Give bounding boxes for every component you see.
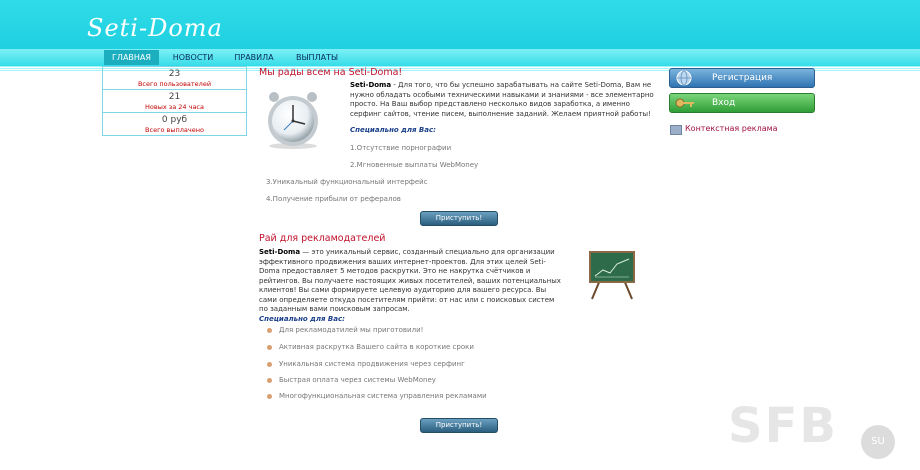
watermark-text: SFB [728, 398, 838, 454]
advertiser-item: Активная раскрутка Вашего сайта в короткие сроки [279, 343, 474, 351]
welcome-title: Мы рады всем на Seti-Doma! [259, 67, 403, 78]
stat-value: 0 руб [161, 115, 188, 125]
login-button[interactable] [669, 93, 815, 113]
welcome-text [350, 81, 658, 119]
stat-value: 21 [168, 92, 181, 102]
stat-total-users [102, 66, 247, 90]
feature-item: 2.Мгновенные выплаты WebMoney [350, 161, 479, 169]
nav-news[interactable]: НОВОСТИ [172, 53, 214, 62]
stat-value: 23 [168, 69, 181, 79]
start-button-welcome[interactable]: Приступить! [420, 211, 498, 226]
advertisers-description: — это уникальный сервис, созданный специально для организации эффективного продвижения ваших интернет-проектов. Для этих целей Seti-Doma предоставляет 5 методов раскрутки. Это не накрутка счётчиков и рейтингов. Вы получаете настоящих живых посетителей, ваших потенциальных клиентов! Вы сами формируете целевую аудиторию для вашего ресурса. Вы сами определяете откуда посетителям прийти: от нас или с поисковых систем по заданным вами поисковым запросам. [259, 248, 561, 313]
stat-label: Всего выплачено [145, 126, 204, 134]
feature-item: 3.Уникальный функциональный интерфейс [266, 178, 428, 186]
globe-icon [673, 70, 695, 86]
register-button[interactable] [669, 68, 815, 88]
feature-item: 1.Отсутствие порнографии [350, 144, 452, 152]
advertiser-item: Уникальная система продвижения через серфинг [279, 360, 465, 368]
login-label: Вход [712, 98, 736, 108]
clock-icon [262, 88, 324, 150]
ads-icon [670, 125, 682, 135]
stats-panel [102, 66, 247, 136]
start-button-advertisers[interactable]: Приступить! [420, 418, 498, 433]
nav-payouts[interactable]: ВЫПЛАТЫ [296, 53, 338, 62]
stat-new-users [102, 90, 247, 113]
stat-label: Новых за 24 часа [145, 103, 204, 111]
header [0, 0, 920, 50]
advertisers-title: Рай для рекламодателей [259, 233, 386, 244]
special-heading: Специально для Вас: [350, 126, 436, 134]
context-ads-link[interactable]: Контекстная реклама [685, 124, 778, 133]
nav-home[interactable]: ГЛАВНАЯ [104, 50, 159, 65]
advertiser-item: Многофункциональная система управления рекламами [279, 392, 487, 400]
welcome-description: - Для того, что бы успешно зарабатывать на сайте Seti-Doma, Вам не нужно обладать особыми техническими навыками и знаниями - все элементарно просто. На Ваш выбор представлено несколько видов заработка, а именно серфинг сайтов, чтение писем, выполнение заданий. Желаем приятной работы! [350, 81, 654, 118]
brand-name: Seti-Doma [350, 81, 392, 89]
watermark-badge: SU [861, 425, 895, 459]
stat-label: Всего пользователей [137, 80, 212, 88]
advertiser-item: Для рекламодатилей мы приготовили! [279, 326, 424, 334]
brand-name: Seti-Doma [259, 248, 301, 256]
key-icon [673, 95, 697, 111]
nav-rules[interactable]: ПРАВИЛА [234, 53, 274, 62]
site-logo[interactable]: Seti-Doma [87, 14, 223, 42]
chalkboard-icon [586, 250, 638, 300]
advertisers-text [259, 248, 564, 315]
feature-item: 4.Получение прибыли от рефералов [266, 195, 401, 203]
special-heading: Специально для Вас: [259, 315, 345, 323]
register-label: Регистрация [712, 73, 773, 83]
stat-total-paid [102, 113, 247, 136]
advertiser-item: Быстрая оплата через системы WebMoney [279, 376, 436, 384]
